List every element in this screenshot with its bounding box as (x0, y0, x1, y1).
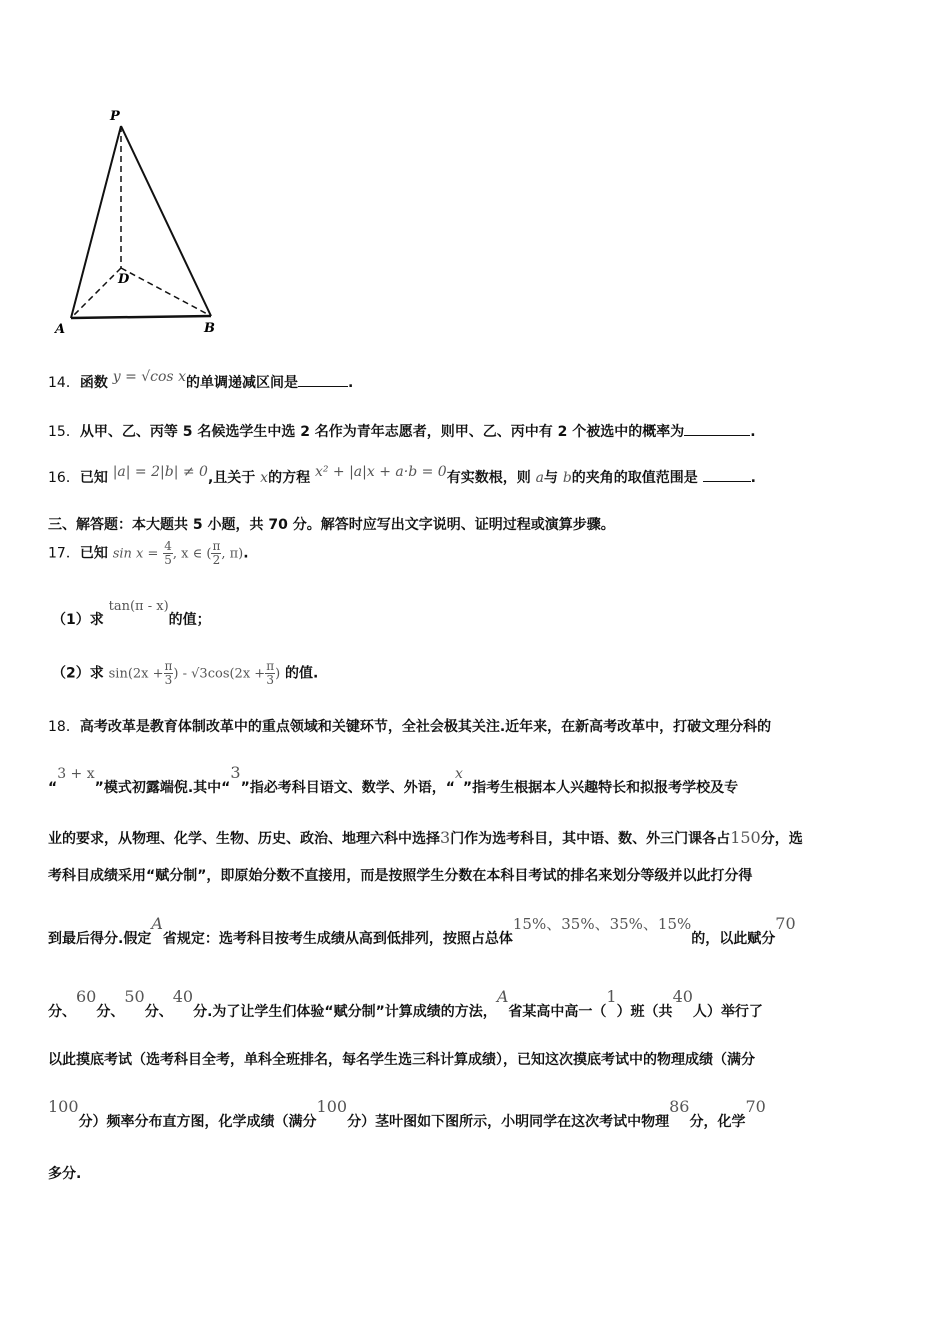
q17-mid: , x ∈ ( (172, 546, 212, 562)
question-15 (48, 421, 756, 441)
q18-line-5 (48, 914, 796, 948)
q18-l6-g: 人）举行了 (692, 1004, 763, 1020)
label-b: B (204, 321, 215, 336)
q17-pre: 已知 (79, 545, 108, 562)
q18-line-1 (48, 716, 771, 736)
q18-line-7: 以此摸底考试（选考科目全考，单科全班排名，每名学生选三科计算成绩），已知这次摸底考试中的物理成绩（满分 (48, 1052, 755, 1068)
q18-l6-math-1: 1 (606, 987, 617, 1006)
q18-number: 18． (48, 719, 80, 735)
q17-p2-frac2 (265, 660, 275, 687)
q16-condition: |a| = 2|b| ≠ 0 (112, 464, 208, 480)
q18-l2-t2: ”指必考科目语文、数学、外语，“ (240, 780, 455, 796)
q18-l6-math-40: 40 (172, 987, 194, 1006)
q17-frac1-den: 5 (164, 553, 172, 567)
q16-end: . (750, 470, 756, 486)
q17-p2-sin: sin(2x + (108, 666, 164, 682)
q18-l5-c: 的，以此赋分 (691, 931, 776, 947)
q18-l8-a: 分）频率分布直方图，化学成绩（满分 (78, 1114, 317, 1130)
q17-p2-post: 的值. (285, 665, 319, 682)
q16-var-x: x (260, 470, 269, 486)
q18-l2-t1: ”模式初露端倪.其中“ (94, 780, 231, 796)
q18-l8-c: 分，化学 (689, 1114, 746, 1130)
q18-line-2 (48, 763, 739, 797)
label-p: P (110, 109, 120, 124)
q14-answer-blank[interactable] (298, 386, 348, 387)
q17-p2-frac2-num: π (266, 659, 275, 673)
q18-l3-c: 分，选 (760, 831, 803, 847)
edge-pa (71, 126, 121, 318)
q14-post: 的单调递减区间是 (185, 375, 298, 391)
question-17 (48, 540, 249, 567)
q17-fraction-pi-2 (211, 540, 221, 567)
q17-p2-frac1 (164, 660, 174, 687)
q18-l2-t3: ”指考生根据本人兴趣特长和拟报考学校及专 (462, 780, 739, 796)
q16-pre: 已知 (79, 470, 108, 486)
q18-l6-b: 分、 (96, 1004, 125, 1020)
q18-l5-a: 到最后得分.假定 (48, 931, 152, 947)
q16-equation: x² + |a|x + a·b = 0 (314, 464, 447, 480)
q14-number: 14． (48, 375, 80, 391)
q18-l6-d: 分.为了让学生们体验“赋分制”计算成绩的方法， (193, 1004, 497, 1020)
q16-number: 16． (48, 470, 80, 486)
q17-frac2-num: π (212, 539, 221, 553)
q16-mid4: 与 (543, 470, 558, 486)
q16-mid5: 的夹角的取值范围是 (571, 470, 698, 486)
q17-number: 17． (48, 545, 80, 562)
q18-l3-b: 门作为选考科目，其中语、数、外三门课各占 (450, 831, 731, 847)
q15-answer-blank[interactable] (684, 435, 750, 436)
q18-l5-math-70: 70 (775, 914, 796, 933)
q18-line-8 (48, 1097, 766, 1131)
q17-p2-frac1-den: 3 (164, 673, 173, 687)
q16-mid1: ,且关于 (207, 470, 256, 486)
q18-l6-f: ）班（共 (616, 1004, 673, 1020)
q16-mid2: 的方程 (268, 470, 311, 486)
q14-formula: y = √cos x (112, 369, 186, 385)
q18-l3-math-150: 150 (730, 828, 761, 847)
label-a: A (55, 322, 66, 337)
q18-line-3 (48, 828, 803, 848)
q17-p1-post: 的值； (168, 612, 211, 628)
q18-l8-math-100a: 100 (48, 1097, 79, 1116)
q16-mid3: 有实数根，则 (446, 470, 531, 486)
q14-pre: 函数 (79, 375, 108, 391)
q17-p1-label: （1）求 (52, 612, 104, 628)
q15-number: 15． (48, 424, 80, 440)
q18-l5-math-percents: 15%、35%、35%、15% (512, 915, 692, 933)
q17-part-2 (52, 660, 318, 687)
q18-l3-math-3: 3 (440, 828, 451, 847)
q18-l2-math-x: x (454, 766, 463, 782)
q17-fraction-4-5 (163, 540, 173, 567)
q17-p2-cos: ) - √3cos(2x + (173, 666, 266, 682)
q18-l6-e: 省某高中高一（ (508, 1004, 607, 1020)
q18-l2-q1: “ (48, 780, 58, 796)
q18-l6-c: 分、 (144, 1004, 173, 1020)
q17-p1-expression: tan(π - x) (108, 599, 169, 614)
q16-var-a: a (535, 470, 544, 486)
q17-part-1 (52, 599, 211, 629)
q18-l5-b: 省规定：选考科目按考生成绩从高到低排列，按照占总体 (162, 931, 513, 947)
section-3-heading: 三、解答题：本大题共 5 小题，共 70 分。解答时应写出文字说明、证明过程或演算步骤。 (48, 517, 615, 533)
label-d: D (118, 272, 130, 287)
q17-frac1-num: 4 (164, 539, 172, 553)
edge-pb (121, 126, 211, 316)
question-16 (48, 464, 756, 487)
q17-post: , π) (221, 546, 244, 562)
q18-l2-math-3: 3 (230, 763, 241, 782)
q17-frac2-den: 2 (212, 553, 221, 567)
q16-answer-blank[interactable] (703, 481, 751, 482)
q17-p2-label: （2）求 (52, 665, 104, 682)
q18-l3-a: 业的要求，从物理、化学、生物、历史、政治、地理六科中选择 (48, 831, 440, 847)
q15-end: . (750, 424, 756, 440)
tetrahedron-figure (50, 100, 235, 340)
q17-p2-frac1-num: π (164, 659, 173, 673)
q18-l5-math-A: A (151, 914, 163, 933)
q18-l8-b: 分）茎叶图如下图所示，小明同学在这次考试中物理 (347, 1114, 670, 1130)
q17-p2-frac2-den: 3 (266, 673, 274, 687)
q18-l6-a: 分、 (48, 1004, 76, 1020)
q17-p2-close: ) (275, 666, 281, 682)
edge-ab (71, 316, 211, 318)
q16-var-b: b (562, 470, 572, 486)
q18-l8-math-70: 70 (745, 1097, 766, 1116)
q18-l2-math-3x: 3 + x (57, 766, 95, 782)
q18-l6-math-60: 60 (76, 987, 97, 1006)
q17-sin: sin x = (112, 546, 159, 562)
q18-l8-math-86: 86 (669, 1097, 690, 1116)
q17-end: . (243, 545, 249, 562)
q18-l8-math-100b: 100 (316, 1097, 348, 1116)
edge-db (121, 268, 211, 316)
q18-l6-math-50: 50 (124, 987, 145, 1006)
q18-line-9: 多分. (48, 1166, 82, 1182)
q15-text: 从甲、乙、丙等 5 名候选学生中选 2 名作为青年志愿者，则甲、乙、丙中有 2 个被选中的概率为 (79, 424, 685, 440)
question-14 (48, 369, 354, 392)
q14-end: . (347, 375, 354, 391)
q18-text-1: 高考改革是教育体制改革中的重点领域和关键环节，全社会极其关注.近年来，在新高考改革中，打破文理分科的 (79, 719, 772, 735)
q18-l6-math-40b: 40 (672, 987, 693, 1006)
q18-line-6 (48, 987, 763, 1021)
q18-l6-math-A: A (496, 987, 509, 1006)
q18-line-4: 考科目成绩采用“赋分制”，即原始分数不直接用，而是按照学生分数在本科目考试的排名来划分等级并以此打分得 (48, 868, 753, 884)
